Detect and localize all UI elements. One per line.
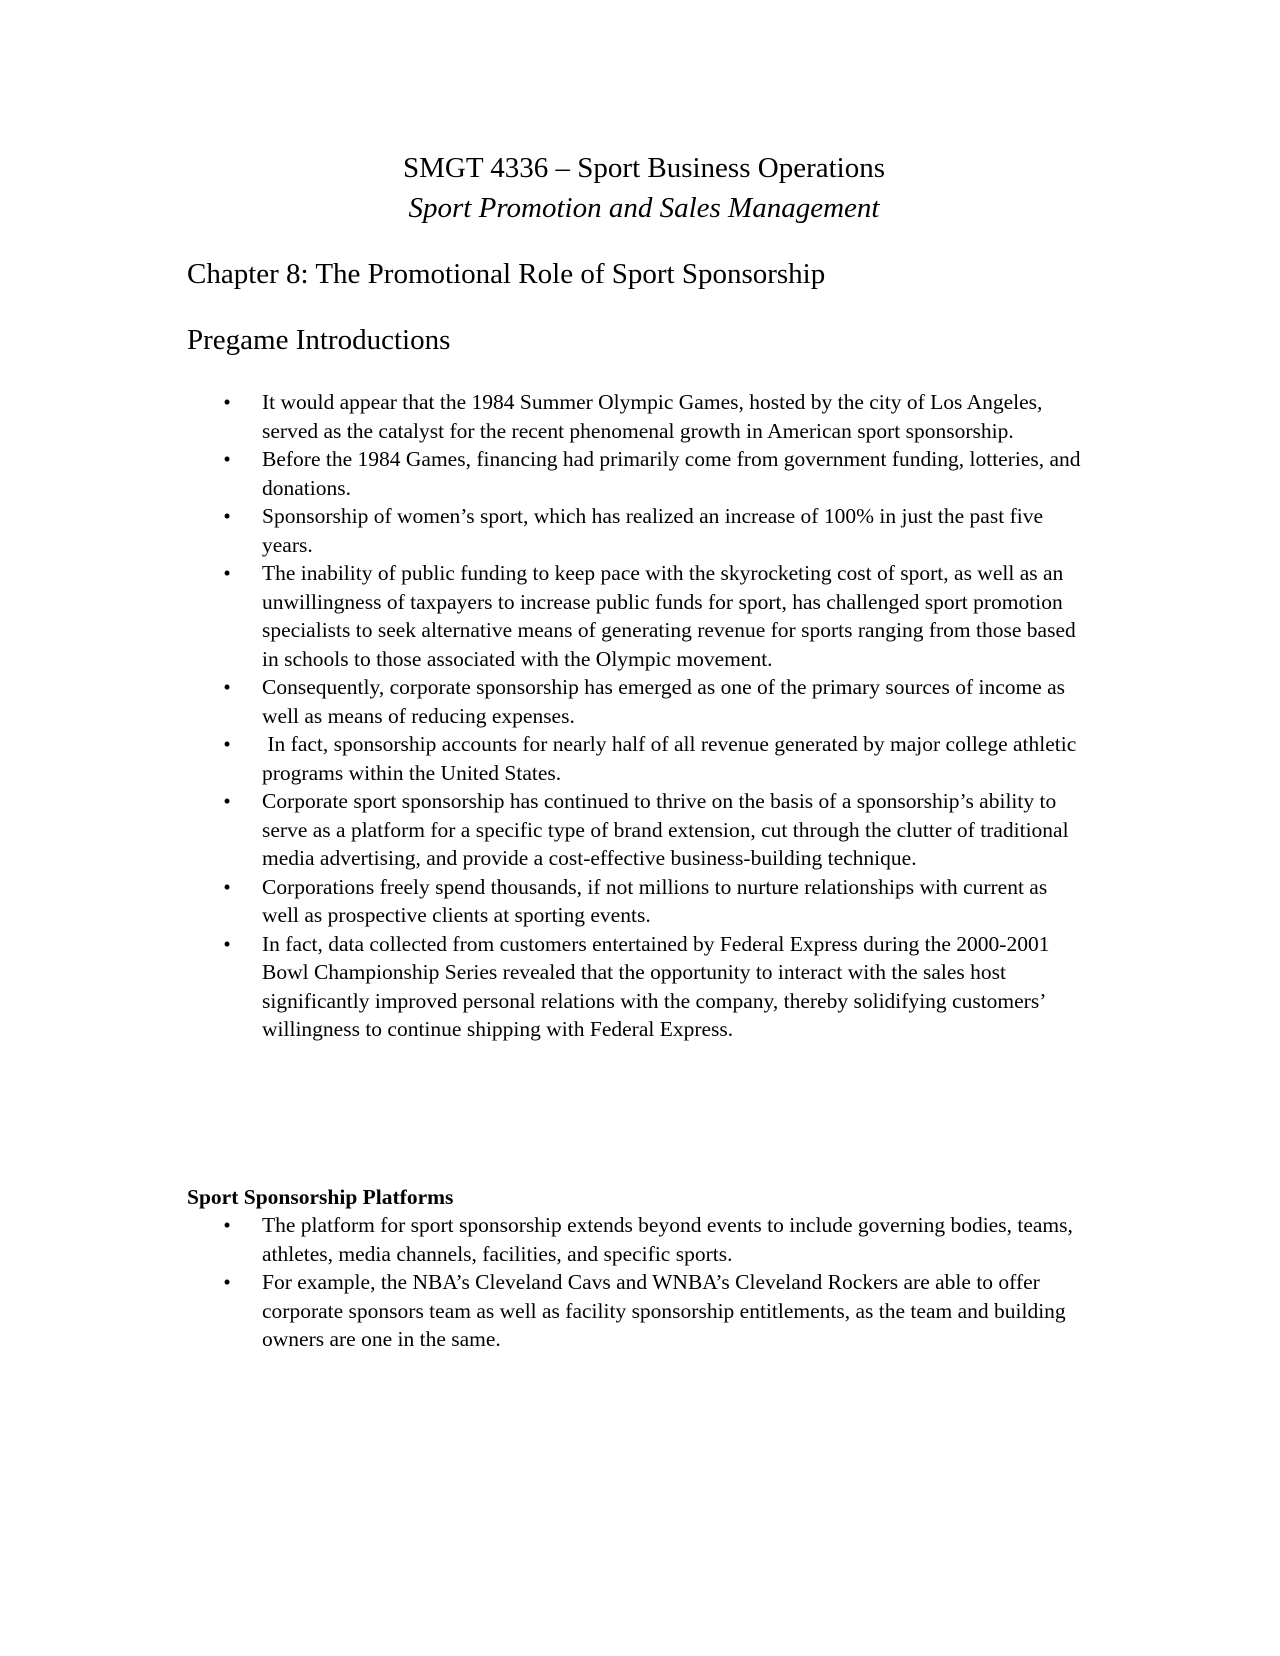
bullet-icon: • (223, 874, 231, 899)
course-title: SMGT 4336 – Sport Business Operations (402, 152, 885, 184)
list-item-text: Sponsorship of women’s sport, which has realized an increase of 100% in just the past five years. (262, 504, 1043, 557)
list-item (187, 787, 1087, 873)
list-item-text: For example, the NBA’s Cleveland Cavs and WNBA’s Cleveland Rockers are able to offer corporate sponsors team as well as facility sponsorship entitlements, as the team and building owners are one in the same. (262, 1270, 1066, 1351)
list-item (187, 930, 1087, 1044)
pregame-bullet-list (187, 388, 1087, 1044)
course-subtitle: Sport Promotion and Sales Management (408, 192, 880, 224)
bullet-icon: • (223, 504, 231, 528)
list-item (187, 388, 1087, 445)
list-item-text: Corporations freely spend thousands, if not millions to nurture relationships with current as well as prospective clients at sporting events. (262, 874, 1048, 927)
list-item-text: In fact, sponsorship accounts for nearly half of all revenue generated by major college athletic programs within the United States. (262, 732, 1082, 785)
list-item-text: It would appear that the 1984 Summer Olympic Games, hosted by the city of Los Angeles, served as the catalyst for the recent phenomenal growth in American sport sponsorship. (262, 390, 1043, 443)
platforms-heading: Sport Sponsorship Platforms (187, 1185, 454, 1209)
bullet-icon: • (223, 675, 231, 699)
list-item (187, 873, 1087, 930)
list-item-text: Consequently, corporate sponsorship has emerged as one of the primary sources of income as well as means of reducing expenses. (262, 675, 1066, 728)
bullet-icon: • (223, 1270, 231, 1294)
list-item-text: In fact, data collected from customers entertained by Federal Express during the 2000-2001 Bowl Championship Series revealed that the opportunity to interact with the sales host significantly improved personal relations with the company, thereby solidifying customers’ willingness to continue shipping with Federal Express. (262, 931, 1050, 1041)
bullet-icon: • (223, 732, 231, 756)
list-item (187, 673, 1087, 730)
list-item (187, 730, 1087, 787)
list-item (187, 1211, 1087, 1268)
list-item (187, 559, 1087, 673)
bullet-icon: • (223, 561, 231, 585)
list-item-text: Before the 1984 Games, financing had primarily come from government funding, lotteries, and donations. (262, 447, 1081, 500)
bullet-icon: • (223, 1213, 231, 1237)
list-item (187, 1268, 1087, 1354)
bullet-icon: • (223, 789, 231, 813)
list-item-text: Corporate sport sponsorship has continued to thrive on the basis of a sponsorship’s ability to serve as a platform for a specific type of brand extension, cut through the clutter of traditional media advertising, and provide a cost-effective business-building technique. (262, 789, 1069, 870)
list-item (187, 502, 1087, 559)
bullet-icon: • (223, 931, 231, 956)
pregame-heading: Pregame Introductions (187, 324, 451, 356)
list-item-text: The platform for sport sponsorship extends beyond events to include governing bodies, teams, athletes, media channels, facilities, and specific sports. (262, 1213, 1073, 1266)
title-block (0, 148, 1280, 228)
bullet-icon: • (223, 447, 231, 471)
platforms-bullet-list (187, 1211, 1087, 1354)
bullet-icon: • (223, 390, 231, 414)
chapter-heading: Chapter 8: The Promotional Role of Sport Sponsorship (187, 258, 826, 290)
list-item (187, 445, 1087, 502)
list-item-text: The inability of public funding to keep pace with the skyrocketing cost of sport, as well as an unwillingness of taxpayers to increase public funds for sport, has challenged sport promotion specialists to seek alternative means of generating revenue for sports ranging from those based in schools to those associated with the Olympic movement. (262, 561, 1076, 671)
